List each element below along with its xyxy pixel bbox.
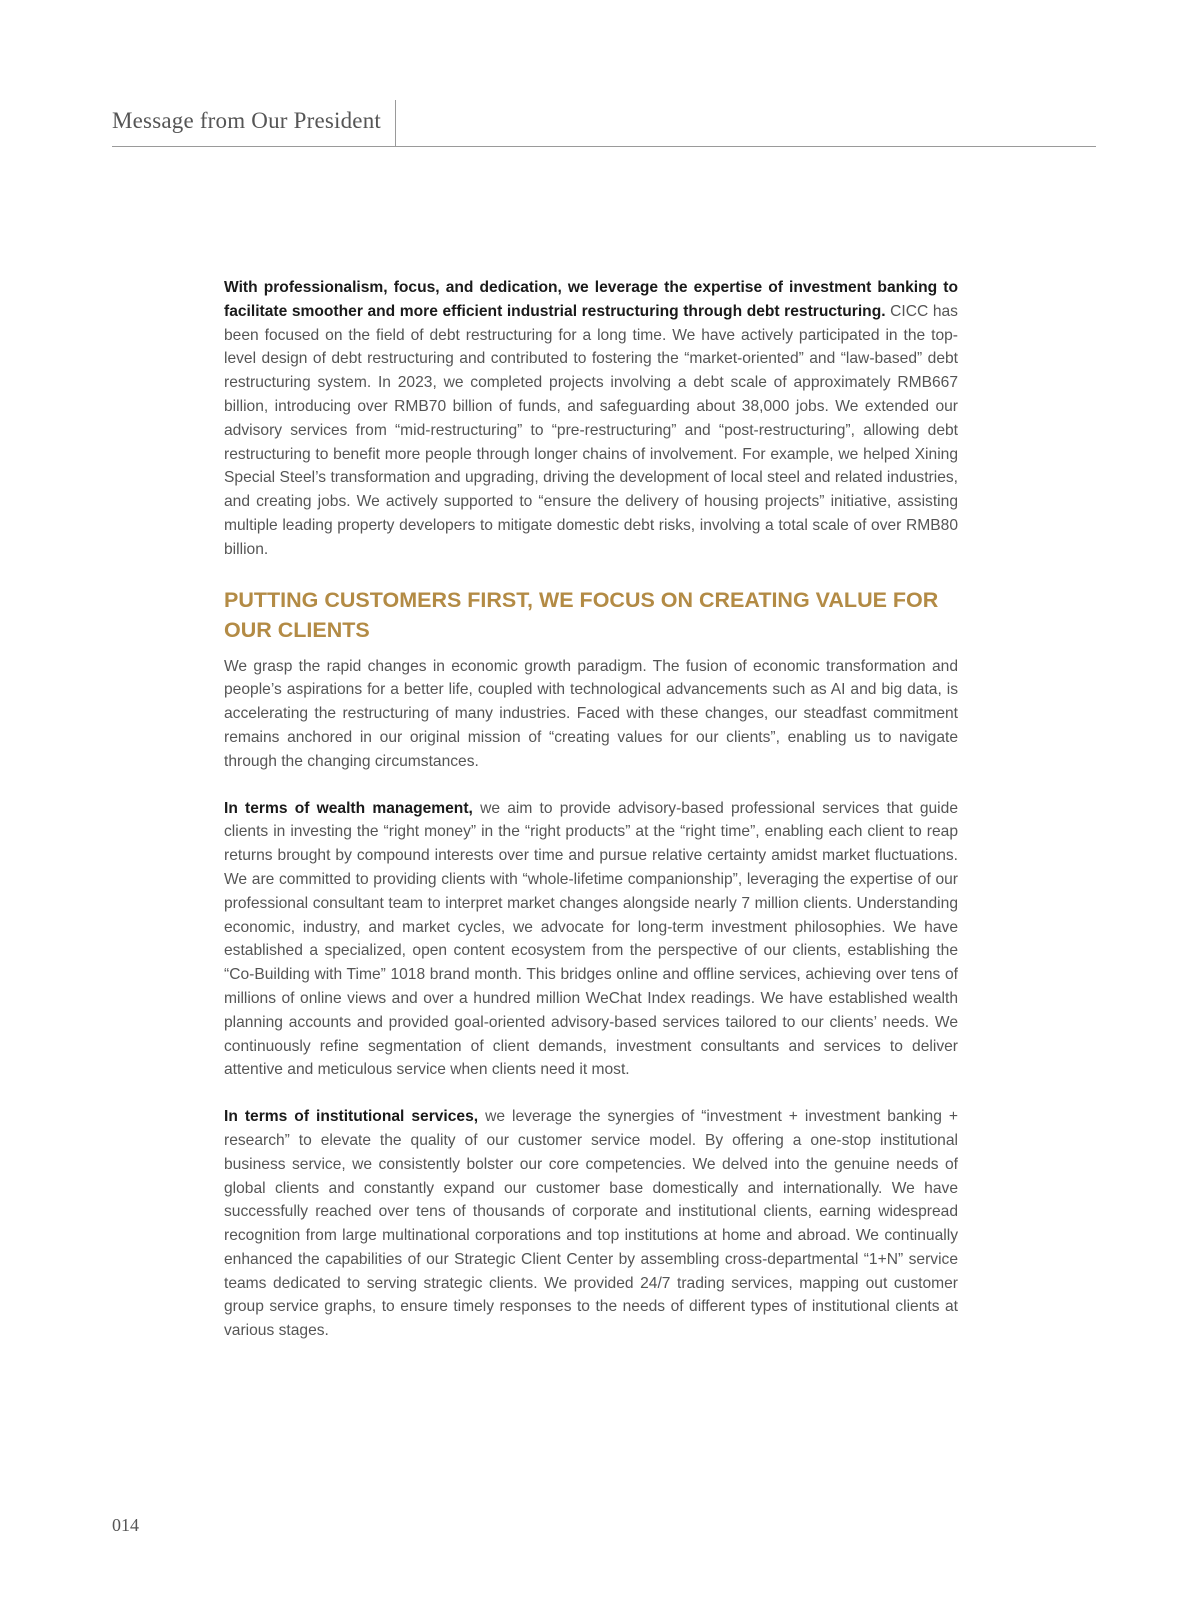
paragraph-lead-bold: In terms of wealth management, xyxy=(224,799,473,817)
paragraph-text: we aim to provide advisory-based professional services that guide clients in investing the “right money” in the “right products” at the “right time”, enabling each client to reap returns brought by compound interests over time and pursue relative certainty amidst market fluctuations. We are committed to providing clients with “whole-lifetime companionship”, leveraging the expertise of our professional consultant team to interpret market changes alongside nearly 7 million clients. Understanding economic, industry, and market cycles, we advocate for long-term investment philosophies. We have established a specialized, open content ecosystem from the perspective of our clients, establishing the “Co-Building with Time” 1018 brand month. This bridges online and offline services, achieving over tens of millions of online views and over a hundred million WeChat Index readings. We have established wealth planning accounts and provided goal-oriented advisory-based services tailored to our clients’ needs. We continuously refine segmentation of client demands, investment consultants and services to deliver attentive and meticulous service when clients need it most. xyxy=(224,799,958,1079)
paragraph-lead-bold: In terms of institutional services, xyxy=(224,1108,479,1126)
paragraph-text: CICC has been focused on the field of debt restructuring for a long time. We have actively participated in the top-level design of debt restructuring and contributed to fostering the “market-oriented” and “law-based” debt restructuring system. In 2023, we completed projects involving a debt scale of approximately RMB667 billion, introducing over RMB70 billion of funds, and safeguarding about 38,000 jobs. We extended our advisory services from “mid-restructuring” to “pre-restructuring” and “post-restructuring”, allowing debt restructuring to benefit more people through longer chains of involvement. For example, we helped Xining Special Steel’s transformation and upgrading, driving the development of local steel and related industries, and creating jobs. We actively supported to “ensure the delivery of housing projects” initiative, assisting multiple leading property developers to mitigate domestic debt risks, involving a total scale of over RMB80 billion. xyxy=(224,302,958,558)
paragraph-text: we leverage the synergies of “investment + investment banking + research” to elevate the quality of our customer service model. By offering a one-stop institutional business service, we consistently bolster our core competencies. We delved into the genuine needs of global clients and constantly expand our customer base domestically and internationally. We have successfully reached over tens of thousands of corporate and institutional clients, earning widespread recognition from large multinational corporations and top institutions at home and abroad. We continually enhanced the capabilities of our Strategic Client Center by assembling cross-departmental “1+N” service teams dedicated to serving strategic clients. We provided 24/7 trading services, mapping out customer group service graphs, to ensure timely responses to the needs of different types of institutional clients at various stages. xyxy=(224,1108,958,1340)
paragraph-wealth-management xyxy=(224,797,958,1083)
section-heading: PUTTING CUSTOMERS FIRST, WE FOCUS ON CREATING VALUE FOR OUR CLIENTS xyxy=(224,587,939,642)
paragraph-institutional-services xyxy=(224,1105,958,1343)
header-vertical-divider xyxy=(395,100,396,146)
paragraph-lead-bold: With professionalism, focus, and dedication, we leverage the expertise of investment banking to facilitate smoother and more efficient industrial restructuring through debt restructuring. xyxy=(224,279,958,320)
section-title: Message from Our President xyxy=(112,108,382,133)
article-body xyxy=(224,276,958,1366)
page-number: 014 xyxy=(112,1515,139,1535)
paragraph-intro: We grasp the rapid changes in economic growth paradigm. The fusion of economic transformation and people’s aspirations for a better life, coupled with technological advancements such as AI and big data, is accelerating the restructuring of many industries. Faced with these changes, our steadfast commitment remains anchored in our original mission of “creating values for our clients”, enabling us to navigate through the changing circumstances. xyxy=(224,657,958,770)
header-horizontal-rule xyxy=(112,146,1096,147)
paragraph-debt-restructuring xyxy=(224,276,958,562)
page-header xyxy=(112,100,1096,146)
